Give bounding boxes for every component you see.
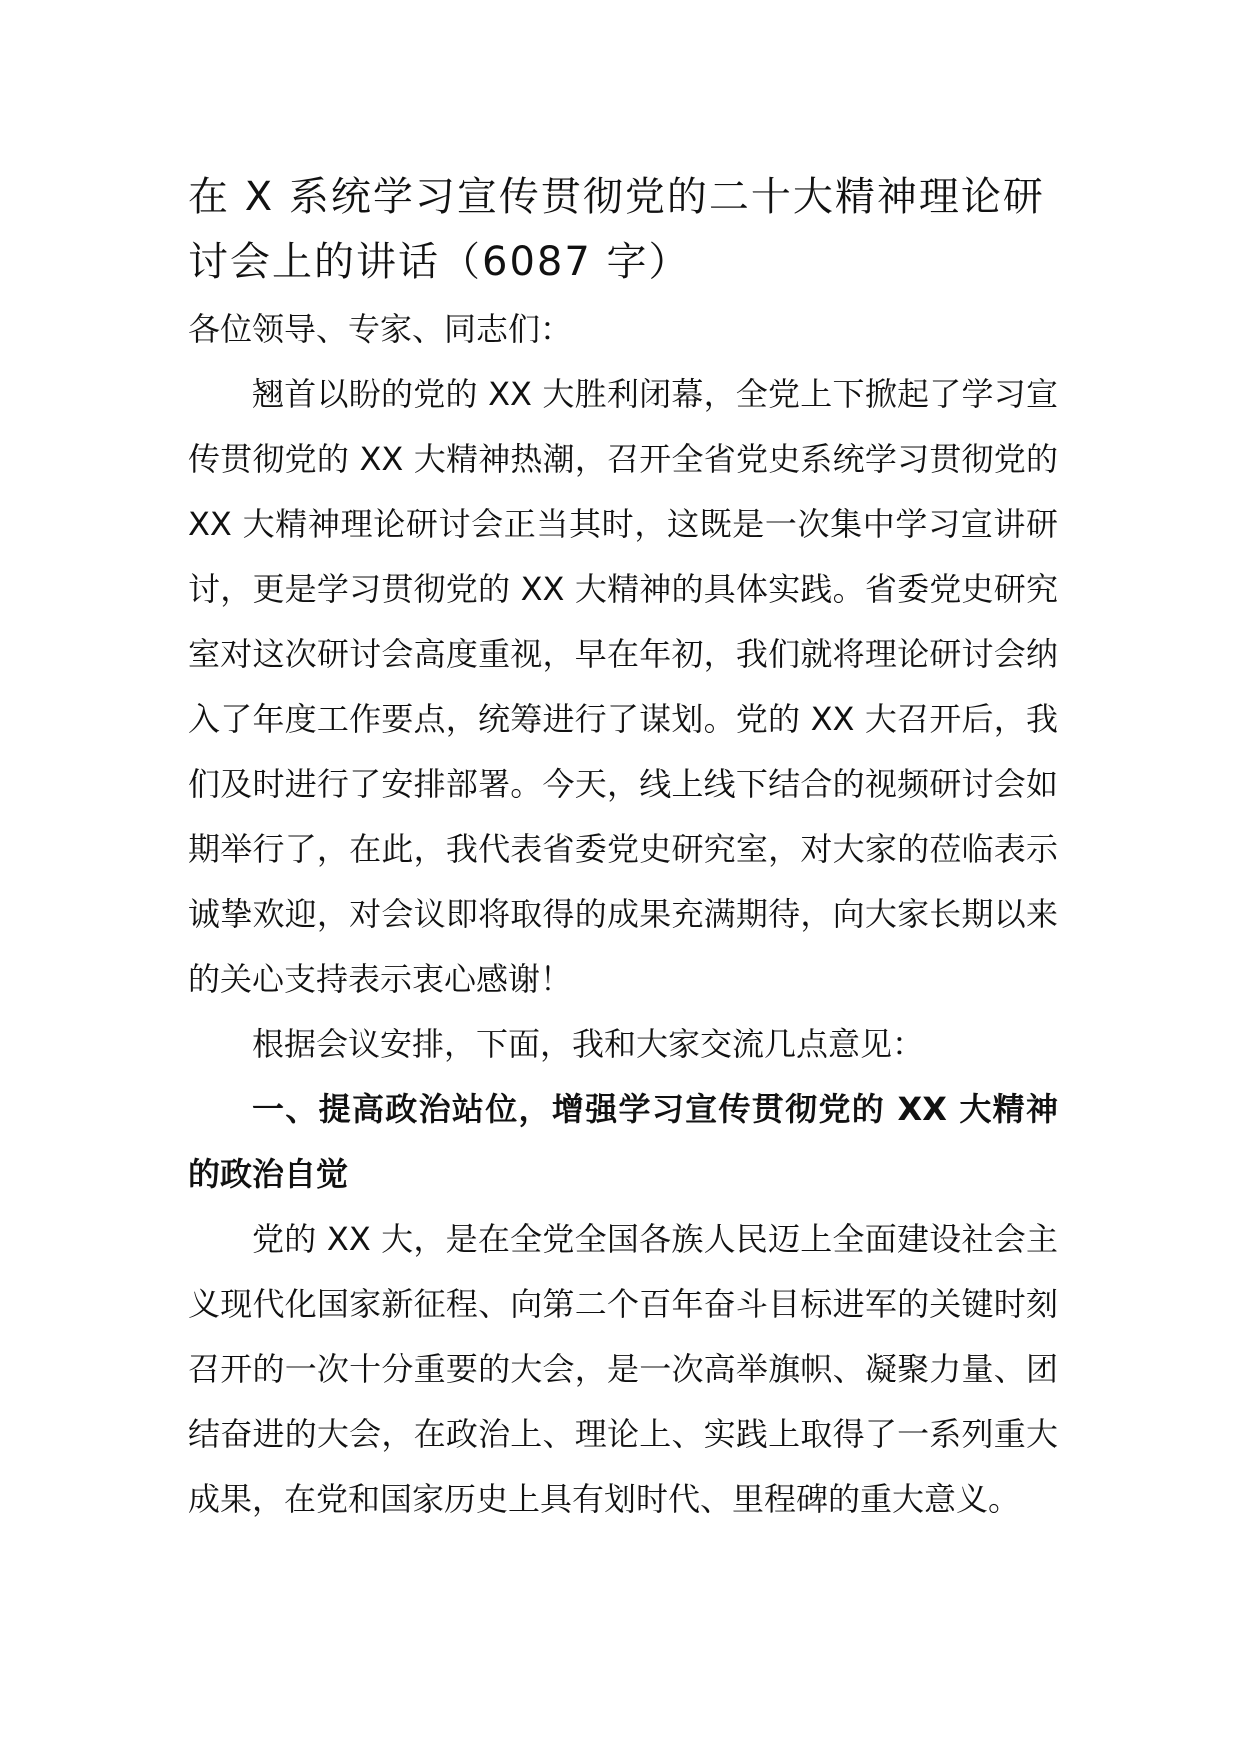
transition-paragraph: 根据会议安排，下面，我和大家交流几点意见： <box>252 1025 925 1063</box>
opening-paragraph: 翘首以盼的党的 XX 大胜利闭幕，全党上下掀起了学习宣传贯彻党的 XX 大精神热潮，召开全省党史系统学习贯彻党的 XX 大精神理论研讨会正当其时，这既是一次集中学习宣讲研讨，更是学习贯彻党的 XX 大精神的具体实践。省委党史研究室对这次研讨会高度重视，早在年初，我们就将理论研讨会纳入了年度工作要点，统筹进行了谋划。党的 XX 大召开后，我们及时进行了安排部署。今天，线上线下结合的视频研讨会如期举行了，在此，我代表省委党史研究室，对大家的莅临表示诚挚欢迎，对会议即将取得的成果充满期待，向大家长期以来的关心支持表示衷心感谢！ <box>188 375 1058 998</box>
section-heading: 一、提高政治站位，增强学习宣传贯彻党的 XX 大精神的政治自觉 <box>188 1090 1058 1193</box>
document-title: 在 X 系统学习宣传贯彻党的二十大精神理论研讨会上的讲话（6087 字） <box>188 174 1045 285</box>
salutation: 各位领导、专家、同志们： <box>188 310 573 348</box>
section-paragraph: 党的 XX 大，是在全党全国各族人民迈上全面建设社会主义现代化国家新征程、向第二个百年奋斗目标进军的关键时刻召开的一次十分重要的大会，是一次高举旗帜、凝聚力量、团结奋进的大会，在政治上、理论上、实践上取得了一系列重大成果，在党和国家历史上具有划时代、里程碑的重大意义。 <box>188 1220 1058 1518</box>
document-body <box>188 165 1058 1532</box>
